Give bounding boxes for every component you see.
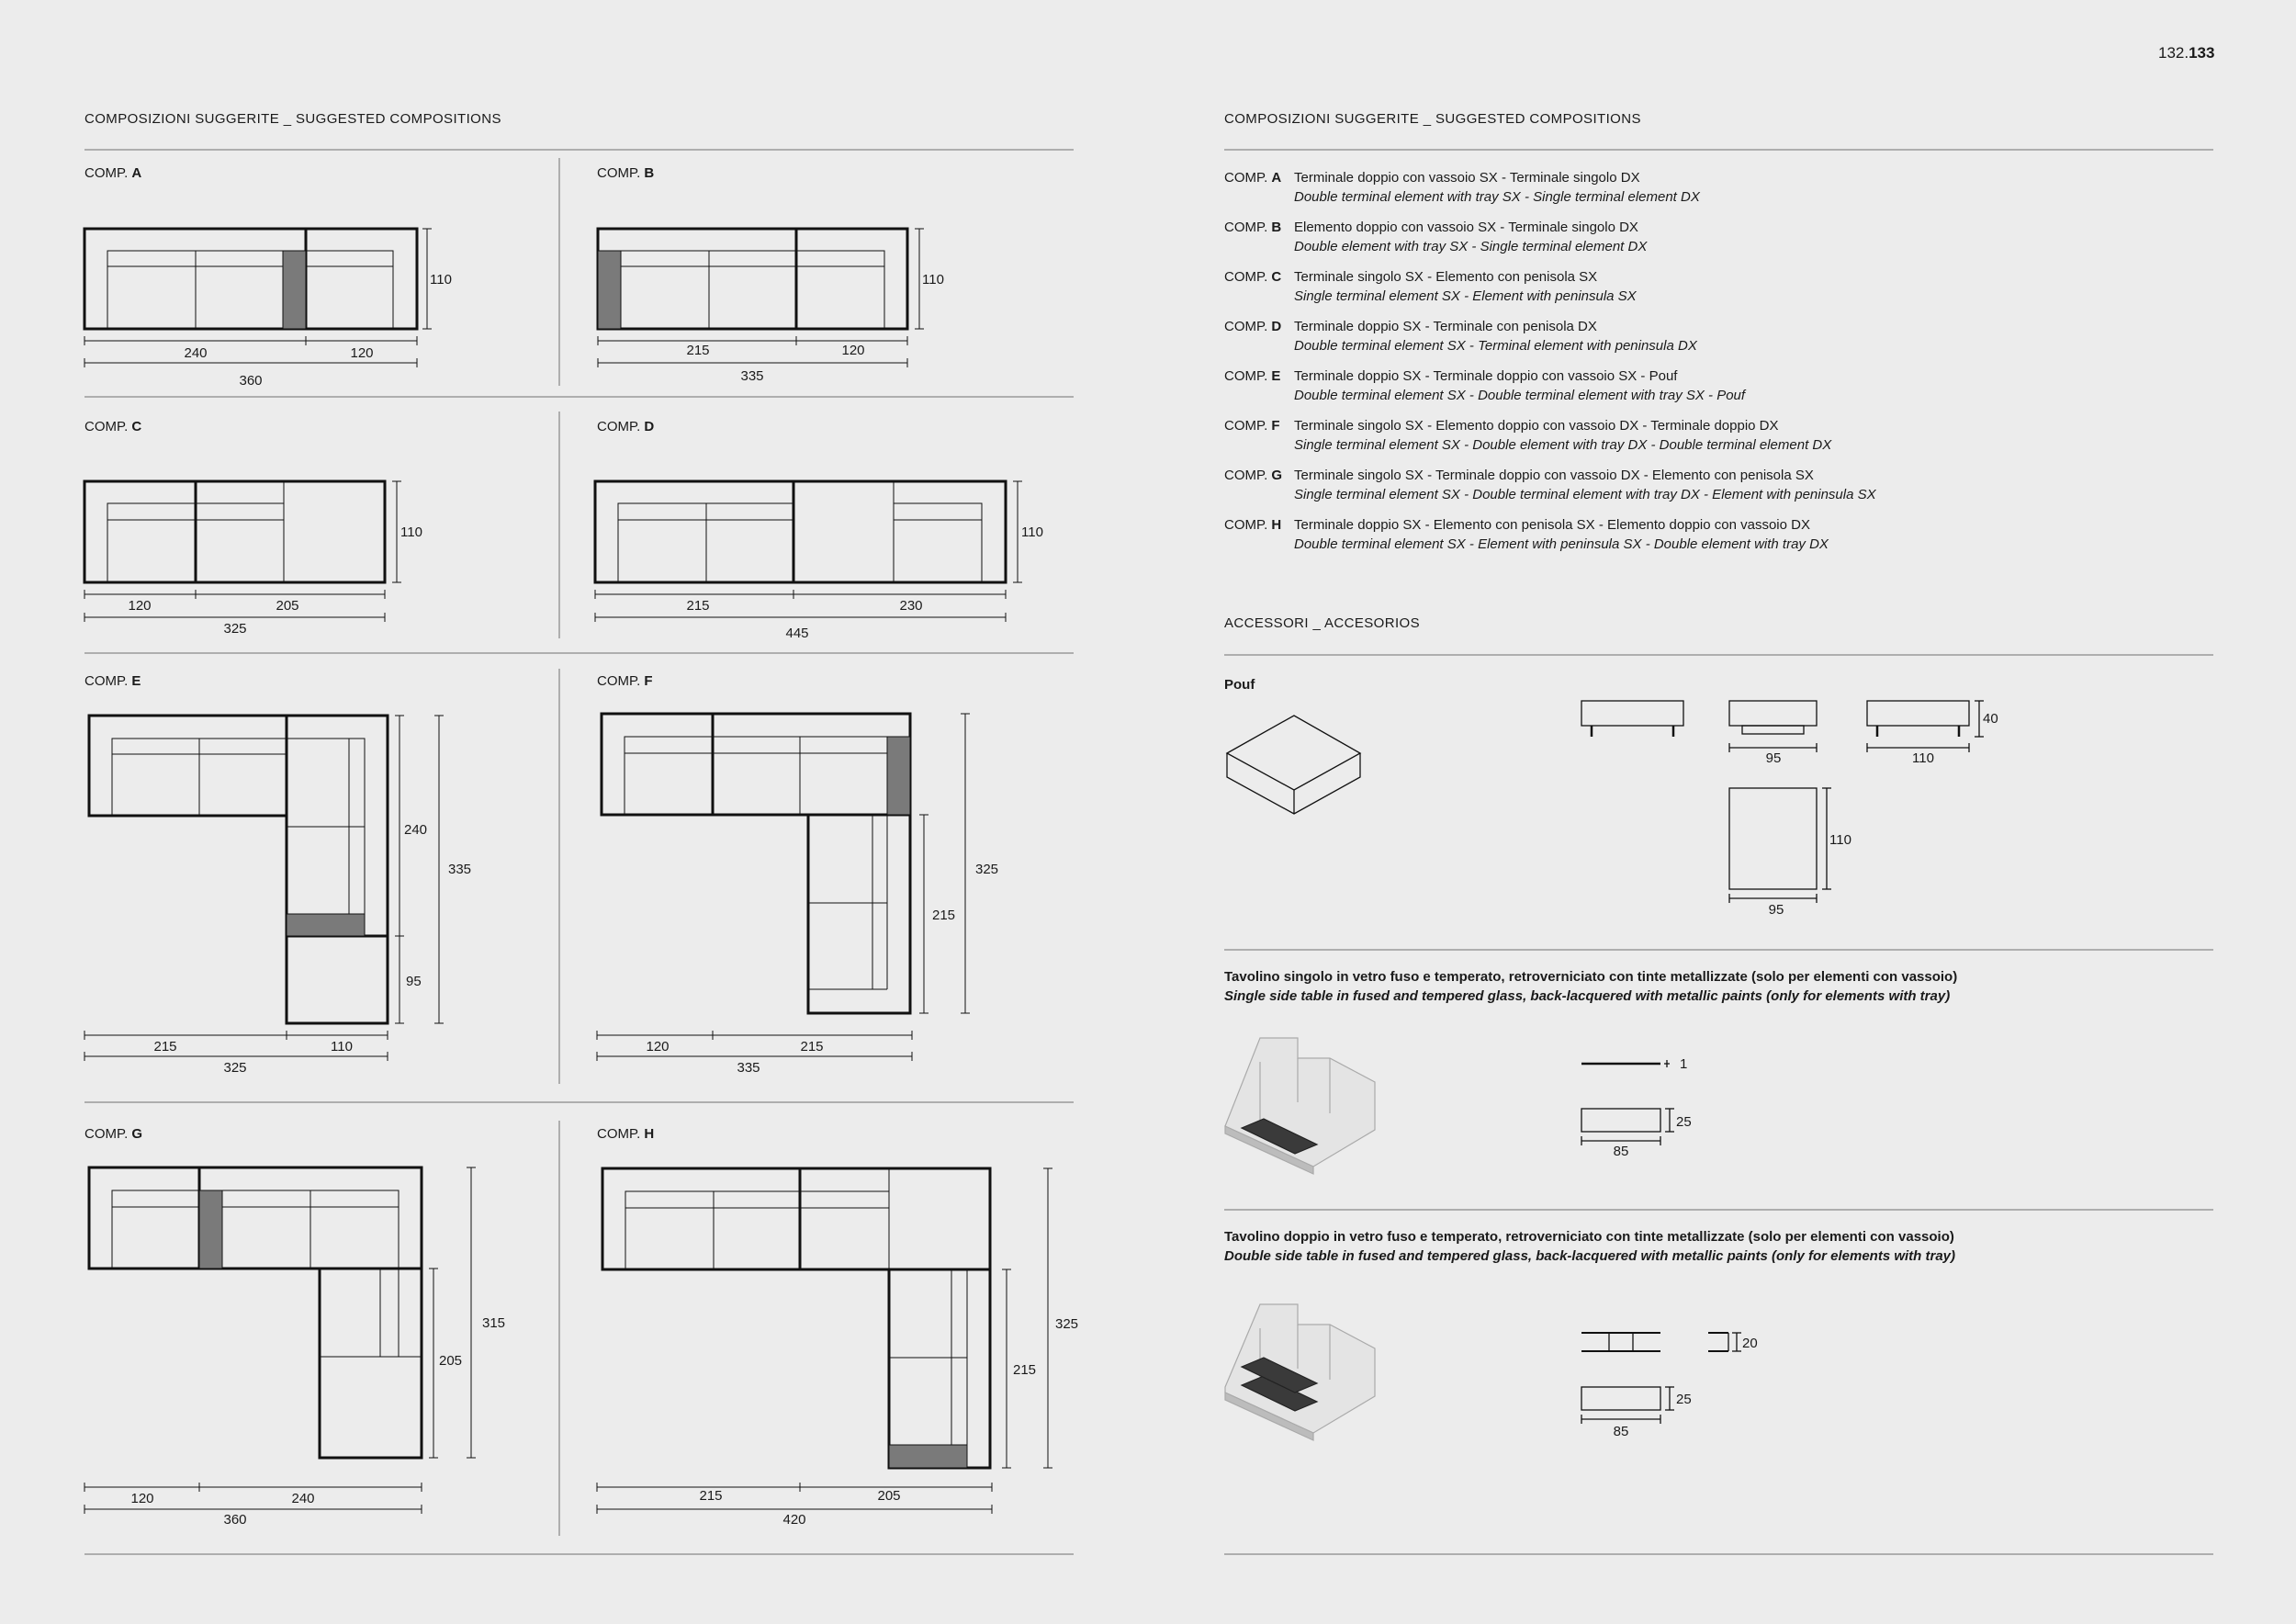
pouf [287, 936, 388, 1023]
dim-label: 325 [975, 862, 999, 877]
description-e-en: Double terminal element SX - Double terminal element with tray SX - Pouf [1294, 388, 1746, 403]
code-prefix: COMP. [1224, 418, 1268, 434]
dim-label: 25 [1676, 1114, 1692, 1130]
dim-label: 110 [400, 524, 422, 540]
comp-a-drawing [84, 229, 432, 367]
dim-label: 325 [223, 621, 247, 637]
dim-label: 110 [1912, 750, 1934, 766]
dimension-lines [84, 229, 432, 367]
description-a-en: Double terminal element with tray SX - Single terminal element DX [1294, 189, 1700, 205]
description-h-en: Double terminal element SX - Element with peninsula SX - Double element with tray DX [1294, 536, 1829, 552]
code-letter: C [1271, 269, 1282, 285]
glass-top [1581, 1109, 1660, 1132]
single-table-isometric [1225, 1038, 1375, 1174]
seat-cushions [107, 251, 393, 329]
comp-prefix: COMP. [597, 673, 641, 689]
description-c-it: Terminale singolo SX - Elemento con penisola SX [1294, 269, 1598, 285]
dim-label: 335 [740, 368, 764, 384]
comp-letter: F [644, 673, 653, 689]
description-g-it: Terminale singolo SX - Terminale doppio con vassoio DX - Elemento con penisola SX [1294, 468, 1814, 483]
single-table-title-it: Tavolino singolo in vetro fuso e temperato, retroverniciato con tinte metallizzate (solo per elementi con vassoio) [1224, 969, 1958, 985]
dim-label: 95 [1765, 750, 1782, 766]
cushions [107, 251, 393, 329]
code-letter: A [1271, 170, 1282, 186]
sofa-top-modules [89, 1167, 422, 1269]
comp-g-drawing [84, 1167, 476, 1514]
dim-label: 205 [276, 598, 299, 614]
comp-prefix: COMP. [84, 1126, 129, 1142]
seat-cushions [625, 737, 887, 815]
double-table-title-en: Double side table in fused and tempered glass, back-lacquered with metallic paints (only for elements with tray) [1224, 1248, 1956, 1264]
cushions [618, 481, 982, 582]
sofa-outline [598, 229, 907, 329]
sofa-outline [84, 481, 385, 582]
dimension-lines [597, 714, 970, 1061]
dimension-lines [598, 229, 924, 367]
dimension-lines [84, 716, 444, 1061]
description-b-en: Double element with tray SX - Single terminal element DX [1294, 239, 1648, 254]
dim-label: 110 [922, 272, 944, 288]
double-table-drawings [1225, 1304, 1741, 1440]
dim-label: 215 [800, 1039, 824, 1054]
code-letter: H [1271, 517, 1282, 533]
pouf-isometric [1227, 716, 1360, 814]
tray [598, 251, 621, 329]
dim-label: 110 [1829, 832, 1851, 848]
pouf-drawings [1227, 701, 1984, 903]
comp-e-drawing [84, 716, 444, 1061]
dim-label: 120 [130, 1491, 154, 1506]
comp-b-drawing [598, 229, 924, 367]
sofa-corner-module [287, 716, 388, 936]
pouf-back-view [1867, 701, 1984, 752]
double-table-isometric [1225, 1304, 1375, 1440]
dim-label: 335 [737, 1060, 760, 1076]
comp-f-drawing [597, 714, 970, 1061]
single-table-drawings [1225, 1038, 1674, 1174]
comp-letter: E [131, 673, 141, 689]
code-prefix: COMP. [1224, 170, 1268, 186]
description-e-it: Terminale doppio SX - Terminale doppio con vassoio SX - Pouf [1294, 368, 1678, 384]
dim-label: 40 [1983, 711, 1998, 727]
dim-label: 445 [785, 626, 809, 641]
dim-label: 110 [430, 272, 452, 288]
dim-label: 110 [1021, 524, 1043, 540]
dim-label: 95 [406, 974, 422, 989]
page-number-current: 133 [2189, 44, 2215, 62]
left-section-title: COMPOSIZIONI SUGGERITE _ SUGGESTED COMPOSITIONS [84, 111, 501, 127]
single-table-views [1581, 1060, 1674, 1145]
dim-label: 360 [223, 1512, 247, 1528]
dim-label: 85 [1613, 1424, 1629, 1439]
pouf-top [1227, 716, 1360, 790]
dim-label: 20 [1742, 1336, 1758, 1351]
pouf-body [1867, 701, 1969, 726]
pouf-plan-view [1729, 788, 1831, 903]
pouf-title: Pouf [1224, 677, 1255, 693]
code-prefix: COMP. [1224, 220, 1268, 235]
dim-label: 110 [331, 1039, 353, 1054]
cushions [112, 739, 365, 936]
dim-label: 215 [699, 1488, 723, 1504]
pouf-top-plan [1729, 788, 1817, 889]
comp-letter: G [131, 1126, 143, 1142]
code-letter: E [1271, 368, 1281, 384]
pouf-base [1742, 726, 1804, 734]
tray [887, 737, 910, 815]
dim-label: 360 [239, 373, 263, 389]
dim-label: 335 [448, 862, 472, 877]
dim-label: 240 [184, 345, 208, 361]
description-d-it: Terminale doppio SX - Terminale con penisola DX [1294, 319, 1597, 334]
side-cushions [287, 739, 365, 936]
comp-h-drawing [597, 1168, 1052, 1514]
sofa-peninsula-module [808, 815, 910, 1013]
pouf-body [1581, 701, 1683, 726]
sofa-outline [595, 481, 1006, 582]
comp-prefix: COMP. [597, 165, 641, 181]
accessories-title: ACCESSORI _ ACCESORIOS [1224, 615, 1421, 631]
dim-label: 215 [1013, 1362, 1037, 1378]
cushions [621, 251, 884, 329]
description-b-it: Elemento doppio con vassoio SX - Terminale singolo DX [1294, 220, 1638, 235]
comp-prefix: COMP. [84, 673, 129, 689]
page-number-prefix: 132. [2158, 44, 2189, 62]
code-prefix: COMP. [1224, 368, 1268, 384]
dim-label: 315 [482, 1315, 506, 1331]
seat-cushions [621, 251, 884, 329]
dimension-lines [84, 1167, 476, 1514]
comp-letter: H [644, 1126, 655, 1142]
code-prefix: COMP. [1224, 517, 1268, 533]
sofa-left-module [89, 716, 287, 816]
cushions [625, 737, 887, 989]
code-prefix: COMP. [1224, 319, 1268, 334]
seat-cushions [112, 1190, 399, 1269]
description-f-en: Single terminal element SX - Double element with tray DX - Double terminal element DX [1294, 437, 1832, 453]
dim-label: 215 [686, 598, 710, 614]
description-h-it: Terminale doppio SX - Elemento con penisola SX - Elemento doppio con vassoio DX [1294, 517, 1810, 533]
dim-label: 205 [877, 1488, 901, 1504]
pouf-body [1729, 701, 1817, 726]
sofa-side-module [889, 1269, 990, 1468]
dim-label: 325 [1055, 1316, 1079, 1332]
single-table-title-en: Single side table in fused and tempered glass, back-lacquered with metallic paints (only for elements with tray) [1224, 988, 1951, 1004]
sofa-outline [84, 229, 417, 329]
dim-label: 215 [686, 343, 710, 358]
code-letter: F [1271, 418, 1280, 434]
code-letter: D [1271, 319, 1282, 334]
glass-top [1581, 1387, 1660, 1410]
right-section-title: COMPOSIZIONI SUGGERITE _ SUGGESTED COMPOSITIONS [1224, 111, 1641, 127]
pouf-front-view [1581, 701, 1683, 737]
seat-cushions-right [894, 503, 982, 582]
comp-letter: B [644, 165, 655, 181]
dim-label: 120 [128, 598, 152, 614]
tray [889, 1445, 967, 1468]
dim-label: 25 [1676, 1392, 1692, 1407]
comp-prefix: COMP. [84, 165, 129, 181]
double-table-title-it: Tavolino doppio in vetro fuso e temperato, retroverniciato con tinte metallizzate (solo per elementi con vassoio) [1224, 1229, 1954, 1245]
comp-prefix: COMP. [597, 419, 641, 434]
dim-label: 120 [646, 1039, 670, 1054]
double-table-views [1581, 1333, 1741, 1424]
code-prefix: COMP. [1224, 269, 1268, 285]
dim-label: 205 [439, 1353, 463, 1369]
sofa-peninsula-module [320, 1269, 422, 1458]
description-a-it: Terminale doppio con vassoio SX - Terminale singolo DX [1294, 170, 1640, 186]
dim-label: 85 [1613, 1144, 1629, 1159]
cushions [625, 1191, 967, 1468]
comp-prefix: COMP. [597, 1126, 641, 1142]
dim-label: 215 [153, 1039, 177, 1054]
dim-label: 120 [841, 343, 865, 358]
tray [283, 251, 306, 329]
dim-label: 420 [782, 1512, 806, 1528]
dim-label: 240 [404, 822, 428, 838]
dim-label: 95 [1768, 902, 1784, 918]
dimension-lines [595, 481, 1022, 622]
separator-lines [84, 150, 2213, 1554]
dim-label: 230 [899, 598, 923, 614]
dim-label: 215 [932, 908, 956, 923]
comp-letter: A [131, 165, 142, 181]
dimension-lines [597, 1168, 1052, 1514]
seat-cushions [625, 1191, 889, 1269]
description-c-en: Single terminal element SX - Element with peninsula SX [1294, 288, 1637, 304]
comp-letter: D [644, 419, 655, 434]
sofa-top-modules [602, 714, 910, 815]
dim-label: 240 [291, 1491, 315, 1506]
code-letter: G [1271, 468, 1283, 483]
sofa-top-modules [602, 1168, 990, 1269]
description-d-en: Double terminal element SX - Terminal element with peninsula DX [1294, 338, 1697, 354]
description-f-it: Terminale singolo SX - Elemento doppio con vassoio DX - Terminale doppio DX [1294, 418, 1779, 434]
code-prefix: COMP. [1224, 468, 1268, 483]
cushions [112, 1190, 422, 1357]
dim-label: 120 [350, 345, 374, 361]
dim-label: 1 [1680, 1056, 1688, 1072]
code-letter: B [1271, 220, 1282, 235]
tray [199, 1190, 222, 1269]
comp-d-drawing [595, 481, 1022, 622]
tray [287, 914, 365, 936]
comp-prefix: COMP. [84, 419, 129, 434]
dim-label: 325 [223, 1060, 247, 1076]
description-g-en: Single terminal element SX - Double terminal element with tray DX - Element with peninsula SX [1294, 487, 1876, 502]
pouf-side-view [1729, 701, 1817, 752]
comp-letter: C [131, 419, 142, 434]
